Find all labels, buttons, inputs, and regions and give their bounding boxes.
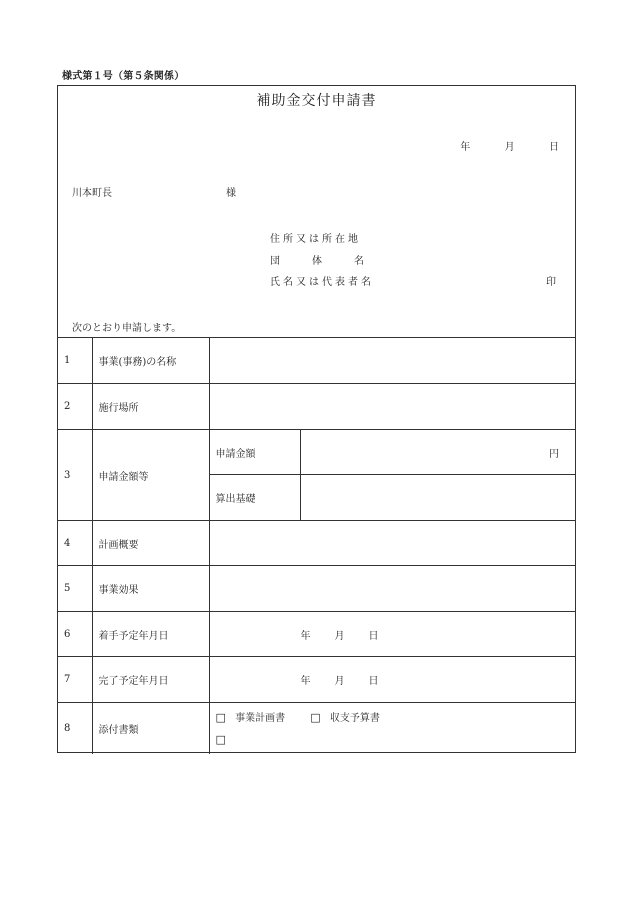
row-number: 6 — [58, 612, 92, 657]
row-label: 事業効果 — [92, 566, 209, 612]
application-date — [460, 138, 559, 153]
attachment-line — [216, 729, 570, 751]
plan-summary-field[interactable] — [209, 521, 575, 566]
row-label: 着手予定年月日 — [92, 612, 209, 657]
attachment-line — [216, 707, 570, 729]
applicant-name-row — [270, 272, 570, 294]
yen-unit: 円 — [549, 448, 559, 460]
attachment-label: 収支予算書 — [329, 713, 380, 725]
date-month: 月 — [334, 630, 345, 642]
amount-field[interactable] — [300, 430, 575, 475]
calculation-basis-field[interactable] — [300, 475, 575, 521]
row-label: 申請金額等 — [92, 430, 209, 521]
row-label: 計画概要 — [92, 521, 209, 566]
row-label: 添付書類 — [92, 703, 209, 754]
row-number: 8 — [58, 703, 92, 754]
attachment-checkbox[interactable]: □ — [215, 711, 226, 725]
table-row — [58, 384, 575, 430]
location-field[interactable] — [209, 384, 575, 430]
sub-label: 算出基礎 — [209, 475, 300, 521]
row-number: 4 — [58, 521, 92, 566]
table-row — [58, 657, 575, 703]
table-row — [58, 703, 575, 754]
row-label: 施行場所 — [92, 384, 209, 430]
table-row — [58, 612, 575, 657]
date-day: 日 — [549, 142, 559, 153]
row-number: 1 — [58, 338, 92, 384]
applicant-organization-label — [270, 251, 570, 273]
row-number: 2 — [58, 384, 92, 430]
attachment-checkbox[interactable]: □ — [215, 733, 226, 747]
row-number: 7 — [58, 657, 92, 703]
org-label-part: 団 — [270, 255, 280, 267]
addressee: 川本町長 — [72, 188, 112, 199]
attachment-label: 事業計画書 — [235, 713, 286, 725]
project-name-field[interactable] — [209, 338, 575, 384]
seal-mark: 印 — [546, 277, 556, 288]
date-year: 年 — [300, 630, 311, 642]
table-row — [58, 566, 575, 612]
row-number: 5 — [58, 566, 92, 612]
date-month: 月 — [504, 142, 515, 153]
start-date-field[interactable] — [209, 612, 575, 657]
addressee-honorific: 様 — [226, 188, 236, 199]
application-form — [57, 85, 576, 753]
applicant-name-label: 氏名又は代表者名 — [270, 277, 374, 288]
row-label: 完了予定年月日 — [92, 657, 209, 703]
application-items-table — [58, 337, 575, 754]
row-number: 3 — [58, 430, 92, 521]
date-day: 日 — [368, 630, 379, 642]
attachments-field — [209, 703, 575, 754]
form-header — [58, 86, 575, 337]
form-number-label: 様式第１号（第５条関係） — [62, 71, 185, 82]
applicant-address-label: 住所又は所在地 — [270, 234, 361, 245]
date-year: 年 — [300, 676, 311, 687]
org-label-part: 名 — [354, 255, 364, 267]
end-date-field[interactable] — [209, 657, 575, 703]
applicant-info — [270, 229, 570, 294]
table-row — [58, 521, 575, 566]
document-title: 補助金交付申請書 — [256, 93, 377, 109]
date-day: 日 — [368, 676, 379, 687]
table-row — [58, 430, 575, 475]
project-effect-field[interactable] — [209, 566, 575, 612]
date-month: 月 — [334, 676, 345, 687]
sub-label: 申請金額 — [209, 430, 300, 475]
row-label: 事業(事務)の名称 — [92, 338, 209, 384]
intro-text: 次のとおり申請します。 — [72, 323, 182, 334]
date-year: 年 — [460, 142, 471, 153]
table-row — [58, 338, 575, 384]
attachment-checkbox[interactable]: □ — [310, 711, 321, 725]
org-label-part: 体 — [312, 255, 322, 267]
